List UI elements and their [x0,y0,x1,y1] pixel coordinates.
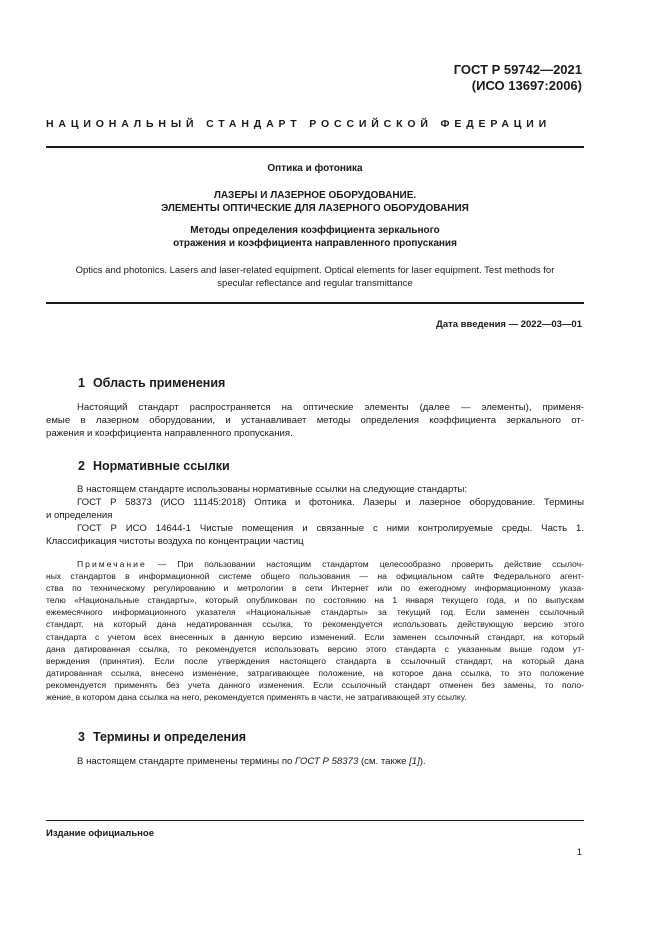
section-3-heading [78,730,246,744]
main-title [46,189,584,215]
subject-title: Оптика и фотоника [267,163,363,174]
section-2-number: 2 [78,459,85,473]
section-2-line-2: ГОСТ Р 58373 (ИСО 11145:2018) Оптика и фотоника. Лазеры и лазерное оборудование. Термины [77,497,584,508]
note-label: Примечание [77,559,147,569]
iso-code: (ИСО 13697:2006) [471,78,582,93]
note-line-3: ства по техническому регулированию и метрологии в сети Интернет или по ежегодному информационному указа- [46,583,584,594]
section-3-text-mid: (см. также [358,756,410,767]
note-line-2: ных стандартов в информационной системе общего пользования — на официальном сайте Федерального агент- [46,571,584,582]
main-title-line-1: ЛАЗЕРЫ И ЛАЗЕРНОЕ ОБОРУДОВАНИЕ. [213,190,417,201]
section-2-line-4: ГОСТ Р ИСО 14644-1 Чистые помещения и связанные с ними контролируемые среды. Часть 1. [77,523,584,534]
section-2-heading [78,459,230,473]
top-divider [46,146,584,148]
section-3-body [46,755,584,768]
section-1-number: 1 [78,376,85,390]
note-first-text: — При пользовании настоящим стандартом целесообразно проверить действие ссылоч- [146,559,584,569]
section-3-title: Термины и определения [92,730,247,744]
section-2-note [46,558,584,703]
note-line-10: датированная ссылка, внесено изменение, затрагивающее положение, на которое дана ссылка, то это положение [46,667,584,678]
gost-reference: ГОСТ Р 58373 [295,756,359,767]
methods-title-line-2: отражения и коэффициента направленного пропускания [173,238,457,249]
section-1-line-1: Настоящий стандарт распространяется на оптические элементы (далее — элементы), применя- [77,402,584,413]
note-line-7: стандарта с учетом всех внесенных в данную версию изменений. Если заменен ссылочный стандарт, на который [46,631,584,642]
english-title-line-1: Optics and photonics. Lasers and laser-related equipment. Optical elements for laser equipment. Test methods for [75,265,555,276]
section-3-text-prefix: В настоящем стандарте применены термины по [77,756,296,767]
note-line-8: дана датированная ссылка, то рекомендуется использовать версию этого стандарта с указанным выше годом ут- [46,643,584,654]
note-line-1 [46,558,584,570]
english-title-line-2: specular reflectance and regular transmittance [217,278,413,289]
english-title [46,264,584,290]
note-line-12: жение, в котором дана ссылка на него, рекомендуется применять в части, не затрагивающей эту ссылку. [46,692,467,703]
methods-title [46,224,584,250]
note-line-5: ежемесячного информационного указателя «Национальные стандарты» за текущий год. Если заменен ссылочный [46,607,584,618]
section-1-line-3: ражения и коэффициента направленного пропускания. [46,428,293,439]
footer-divider [46,820,584,821]
section-1-line-2: емые в лазерном оборудовании, и устанавливает методы определения коэффициента зеркального от- [46,415,584,426]
section-3-text-suffix: ). [419,756,426,767]
introduction-date: Дата введения — 2022—03—01 [436,319,582,330]
section-1-title: Область применения [92,376,226,390]
section-1-body [46,401,584,440]
methods-title-line-1: Методы определения коэффициента зеркального [190,225,440,236]
title-bottom-divider [46,302,584,304]
section-1-heading [78,376,225,390]
section-2-body [46,483,584,548]
standard-code-block [454,62,582,94]
national-standard-banner: НАЦИОНАЛЬНЫЙ СТАНДАРТ РОССИЙСКОЙ ФЕДЕРАЦИИ [46,118,552,130]
standard-code: ГОСТ Р 59742—2021 [453,62,582,77]
section-2-line-3: и определения [46,510,113,521]
note-line-6: стандарт, на который дана недатированная ссылка, то рекомендуется использовать действующую версию этого [46,619,584,630]
bibliography-reference: [1] [409,756,420,767]
section-2-line-1: В настоящем стандарте использованы нормативные ссылки на следующие стандарты: [77,484,468,495]
section-3-number: 3 [78,730,85,744]
section-2-line-5: Классификация чистоты воздуха по концентрации частиц [46,536,304,547]
section-2-title: Нормативные ссылки [92,459,230,473]
main-title-line-2: ЭЛЕМЕНТЫ ОПТИЧЕСКИЕ ДЛЯ ЛАЗЕРНОГО ОБОРУДОВАНИЯ [161,203,469,214]
note-line-4: телю «Национальные стандарты», который опубликован по состоянию на 1 января текущего года, и по выпускам [46,595,584,606]
note-line-9: верждения (принятия). Если после утверждения настоящего стандарта в ссылочный стандарт, на который дана [46,655,584,666]
section-3-line-1 [46,755,584,768]
page-number: 1 [576,847,582,858]
note-line-11: рекомендуется применять без учета данного изменения. Если ссылочный стандарт отменен без замены, то поло- [46,679,584,690]
official-edition-label: Издание официальное [46,828,154,839]
